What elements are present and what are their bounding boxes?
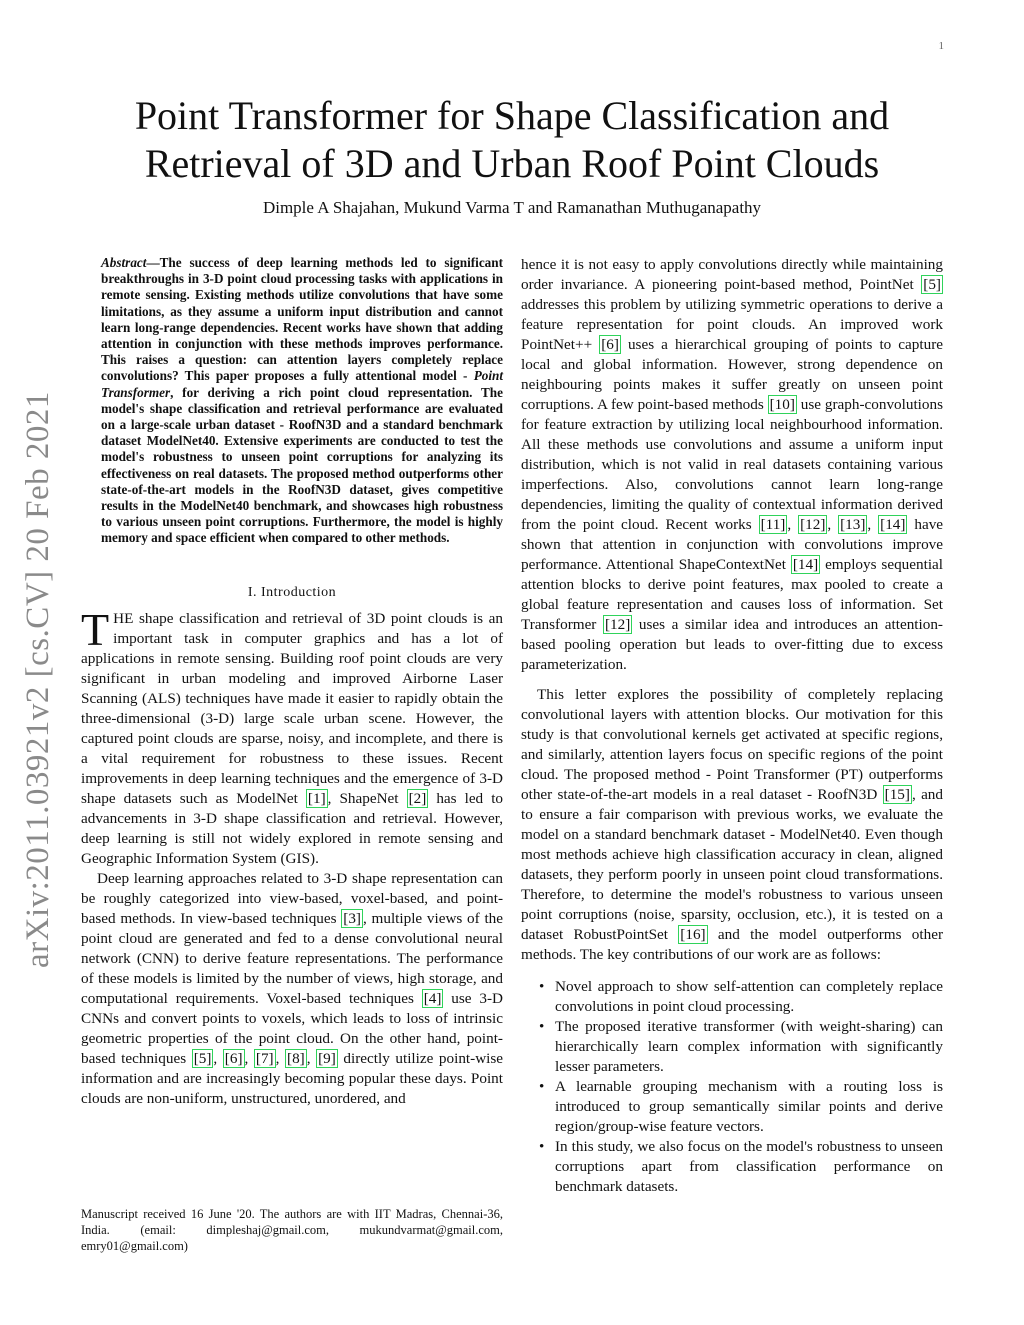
list-item-text: A learnable grouping mechanism with a routing loss is introduced to group semantically similar points and derive region/group-wise feature vectors. <box>555 1078 943 1135</box>
citation-link[interactable]: [5] <box>923 276 941 293</box>
citation-link[interactable]: [10] <box>769 396 795 413</box>
body-text: uses a similar idea and introduces an attention-based pooling operation but leads to over-fitting due to excess parameterization. <box>521 616 943 673</box>
citation-link[interactable]: [12] <box>800 516 826 533</box>
arxiv-identifier: arXiv:2011.03921v2 [cs.CV] 20 Feb 2021 <box>20 391 56 968</box>
list-item <box>521 1137 943 1197</box>
abstract-dash: — <box>146 255 160 270</box>
body-text: uses a hierarchical grouping of points to capture local and global information. However, strong dependence on neighbouring points makes it suffer greatly on unseen point corruptions. A few point-based methods <box>521 336 943 413</box>
author-list: Dimple A Shajahan, Mukund Varma T and Ramanathan Muthuganapathy <box>262 198 762 217</box>
left-column <box>81 255 503 1109</box>
list-item <box>521 977 943 1017</box>
contributions-list <box>521 977 943 1197</box>
separator: , <box>867 516 879 533</box>
intro-paragraph-2 <box>81 869 503 1109</box>
bullet: • <box>539 1138 545 1155</box>
abstract-label: Abstract <box>101 255 147 270</box>
bullet: • <box>539 1018 545 1035</box>
citation-link[interactable]: [9] <box>318 1049 336 1067</box>
right-column <box>521 255 943 1197</box>
list-item-text: In this study, we also focus on the model's robustness to unseen corruptions apart from classification performance on benchmark datasets. <box>555 1138 943 1195</box>
citation-link[interactable]: [5] <box>193 1049 212 1067</box>
list-item-text: Novel approach to show self-attention can completely replace convolutions in point cloud processing. <box>555 978 943 1015</box>
body-text: This letter explores the possibility of completely replacing convolutional layers with attention blocks. Our motivation for this study is that convolutional kernels get activated at specific regions, and similarly, attention layers focus on specific regions of the point cloud. The proposed method - Point Transformer (PT) outperforms other state-of-the-art models in a real dataset - RoofN3D <box>521 686 943 803</box>
right-paragraph-1 <box>521 255 943 675</box>
citation-link[interactable]: [14] <box>792 556 819 573</box>
body-text: hence it is not easy to apply convolutions directly while maintaining order invariance. A pioneering point-based method, PointNet <box>521 256 943 293</box>
citation-link[interactable]: [14] <box>880 516 906 533</box>
citation-link[interactable]: [6] <box>601 336 619 353</box>
body-text: employs sequential attention blocks to derive point features, max pooled to create a global feature representation and causes loss of information. Set Transformer <box>521 556 944 633</box>
citation-link[interactable]: [16] <box>680 926 706 943</box>
abstract-model-name: Point Transformer <box>101 368 503 400</box>
citation-link[interactable]: [8] <box>287 1049 305 1067</box>
citation-link[interactable]: [15] <box>884 786 910 803</box>
separator: , <box>787 516 799 533</box>
body-text: and the model outperforms other methods. The key contributions of our work are as follows: <box>521 926 943 963</box>
bullet: • <box>539 1078 545 1095</box>
citation-link[interactable]: [1] <box>307 789 326 807</box>
intro-text: Deep learning approaches related to 3-D shape representation can be roughly categorized into view-based, voxel-based, and point-based methods. In view-based techniques <box>81 869 503 927</box>
list-item <box>521 1077 943 1137</box>
citation-link[interactable]: [7] <box>255 1049 274 1067</box>
separator: , <box>275 1049 286 1067</box>
paper-title: Point Transformer for Shape Classification and Retrieval of 3D and Urban Roof Point Clouds <box>134 93 890 186</box>
bullet: • <box>539 978 545 995</box>
intro-text: use 3-D CNNs and convert points to voxels, which leads to loss of intrinsic geometric properties of the point cloud. On the other hand, point-based techniques <box>81 989 503 1067</box>
body-text: addresses this problem by utilizing symmetric operations to derive a feature representation for point clouds. An improved work PointNet++ <box>521 296 943 353</box>
body-text: have shown that attention in conjunction with convolutions improve performance. Attentional ShapeContextNet <box>521 516 944 573</box>
citation-link[interactable]: [3] <box>343 909 361 927</box>
separator: , <box>213 1049 223 1067</box>
abstract-text-b: , for deriving a rich point cloud representation. The model's shape classification and retrieval performance are evaluated on a large-scale urban dataset - RoofN3D and a standard benchmark dataset ModelNet40. Extensive experiments are conducted to test the model's robustness to unseen point corruptions for analyzing its effectiveness on real datasets. The proposed method outperforms other state-of-the-art models in the RoofN3D dataset, gives competitive results in the ModelNet40 benchmark, and showcases high robustness to various unseen point corruptions. Furthermore, the model is highly memory and space efficient when compared to other methods. <box>101 384 503 546</box>
citation-link[interactable]: [12] <box>604 616 631 633</box>
page-number: 1 <box>938 40 944 52</box>
citation-link[interactable]: [4] <box>423 989 442 1007</box>
intro-paragraph-1 <box>81 603 504 869</box>
intro-text: HE shape classification and retrieval of 3D point clouds is an important task in computer graphics and has a lot of applications in remote sensing. Building roof point clouds are very significant in urban modeling and improved Airborne Laser Scanning (ALS) techniques have made it easier to rapidly obtain the three-dimensional (3-D) large scale urban scene. However, the captured point clouds are sparse, noisy, and incomplete, and there is a vital requirement for robustness to these issues. Recent improvements in deep learning techniques and the emergence of 3-D shape datasets such as ModelNet <box>81 609 503 807</box>
citation-link[interactable]: [2] <box>408 789 427 807</box>
list-item-text: The proposed iterative transformer (with weight-sharing) can hierarchically learn complex information with significantly lesser parameters. <box>555 1018 943 1075</box>
intro-text: , ShapeNet <box>327 789 407 807</box>
citation-link[interactable]: [6] <box>224 1049 243 1067</box>
intro-text: directly utilize point-wise information and are increasingly becoming popular these days. Point clouds are non-uniform, unstructured, unordered, and <box>81 1049 504 1107</box>
separator: , <box>244 1049 254 1067</box>
drop-cap: T <box>81 603 110 655</box>
abstract <box>101 255 503 547</box>
body-text: , and to ensure a fair comparison with previous works, we evaluate the model on a standard benchmark dataset - ModelNet40. Even though most methods achieve high classification accuracy in clean, aligned datasets, they perform poorly in unseen point cloud transformations. Therefore, to determine the model's robustness to various unseen point corruptions (noise, sparsity, occlusion, etc.), it is tested on a dataset RobustPointSet <box>521 786 943 943</box>
separator: , <box>306 1049 317 1067</box>
footnote: Manuscript received 16 June '20. The authors are with IIT Madras, Chennai-36, India. (email: dimpleshaj@gmail.com, mukundvarmat@gmail.com, emry01@gmail.com) <box>81 1207 503 1253</box>
intro-text: , multiple views of the point cloud are generated and fed to a dense convolutional neural network (CNN) to derive feature representations. The performance of these models is limited by the number of views, high storage, and computational requirements. Voxel-based techniques <box>81 909 503 1007</box>
abstract-text-a: The success of deep learning methods led to significant breakthroughs in 3-D point cloud processing tasks with applications in remote sensing. Existing methods utilize convolutions that have some limitations, as they assume a uniform input distribution and cannot learn long-range dependencies. Recent works have shown that adding attention in conjunction with these methods improves performance. This raises a question: can attention layers completely replace convolutions? This paper proposes a fully attentional model - <box>101 255 503 384</box>
intro-text: has led to advancements in 3-D shape classification and retrieval. However, deep learning is still not widely explored in remote sensing and Geographic Information System (GIS). <box>81 789 504 867</box>
body-text: use graph-convolutions for feature extraction by utilizing local neighbourhood information. All these methods use convolutions and assume a uniform input distribution, which is not valid in real datasets containing various imperfections. Also, convolutions cannot learn long-range dependencies, limiting the quality of contextual information derived from the point cloud. Recent works <box>521 396 943 533</box>
citation-link[interactable]: [13] <box>840 516 866 533</box>
citation-link[interactable]: [11] <box>760 516 786 533</box>
section-heading-introduction: I. Introduction <box>247 584 337 600</box>
separator: , <box>827 516 839 533</box>
list-item <box>521 1017 943 1077</box>
right-paragraph-2 <box>521 685 943 965</box>
